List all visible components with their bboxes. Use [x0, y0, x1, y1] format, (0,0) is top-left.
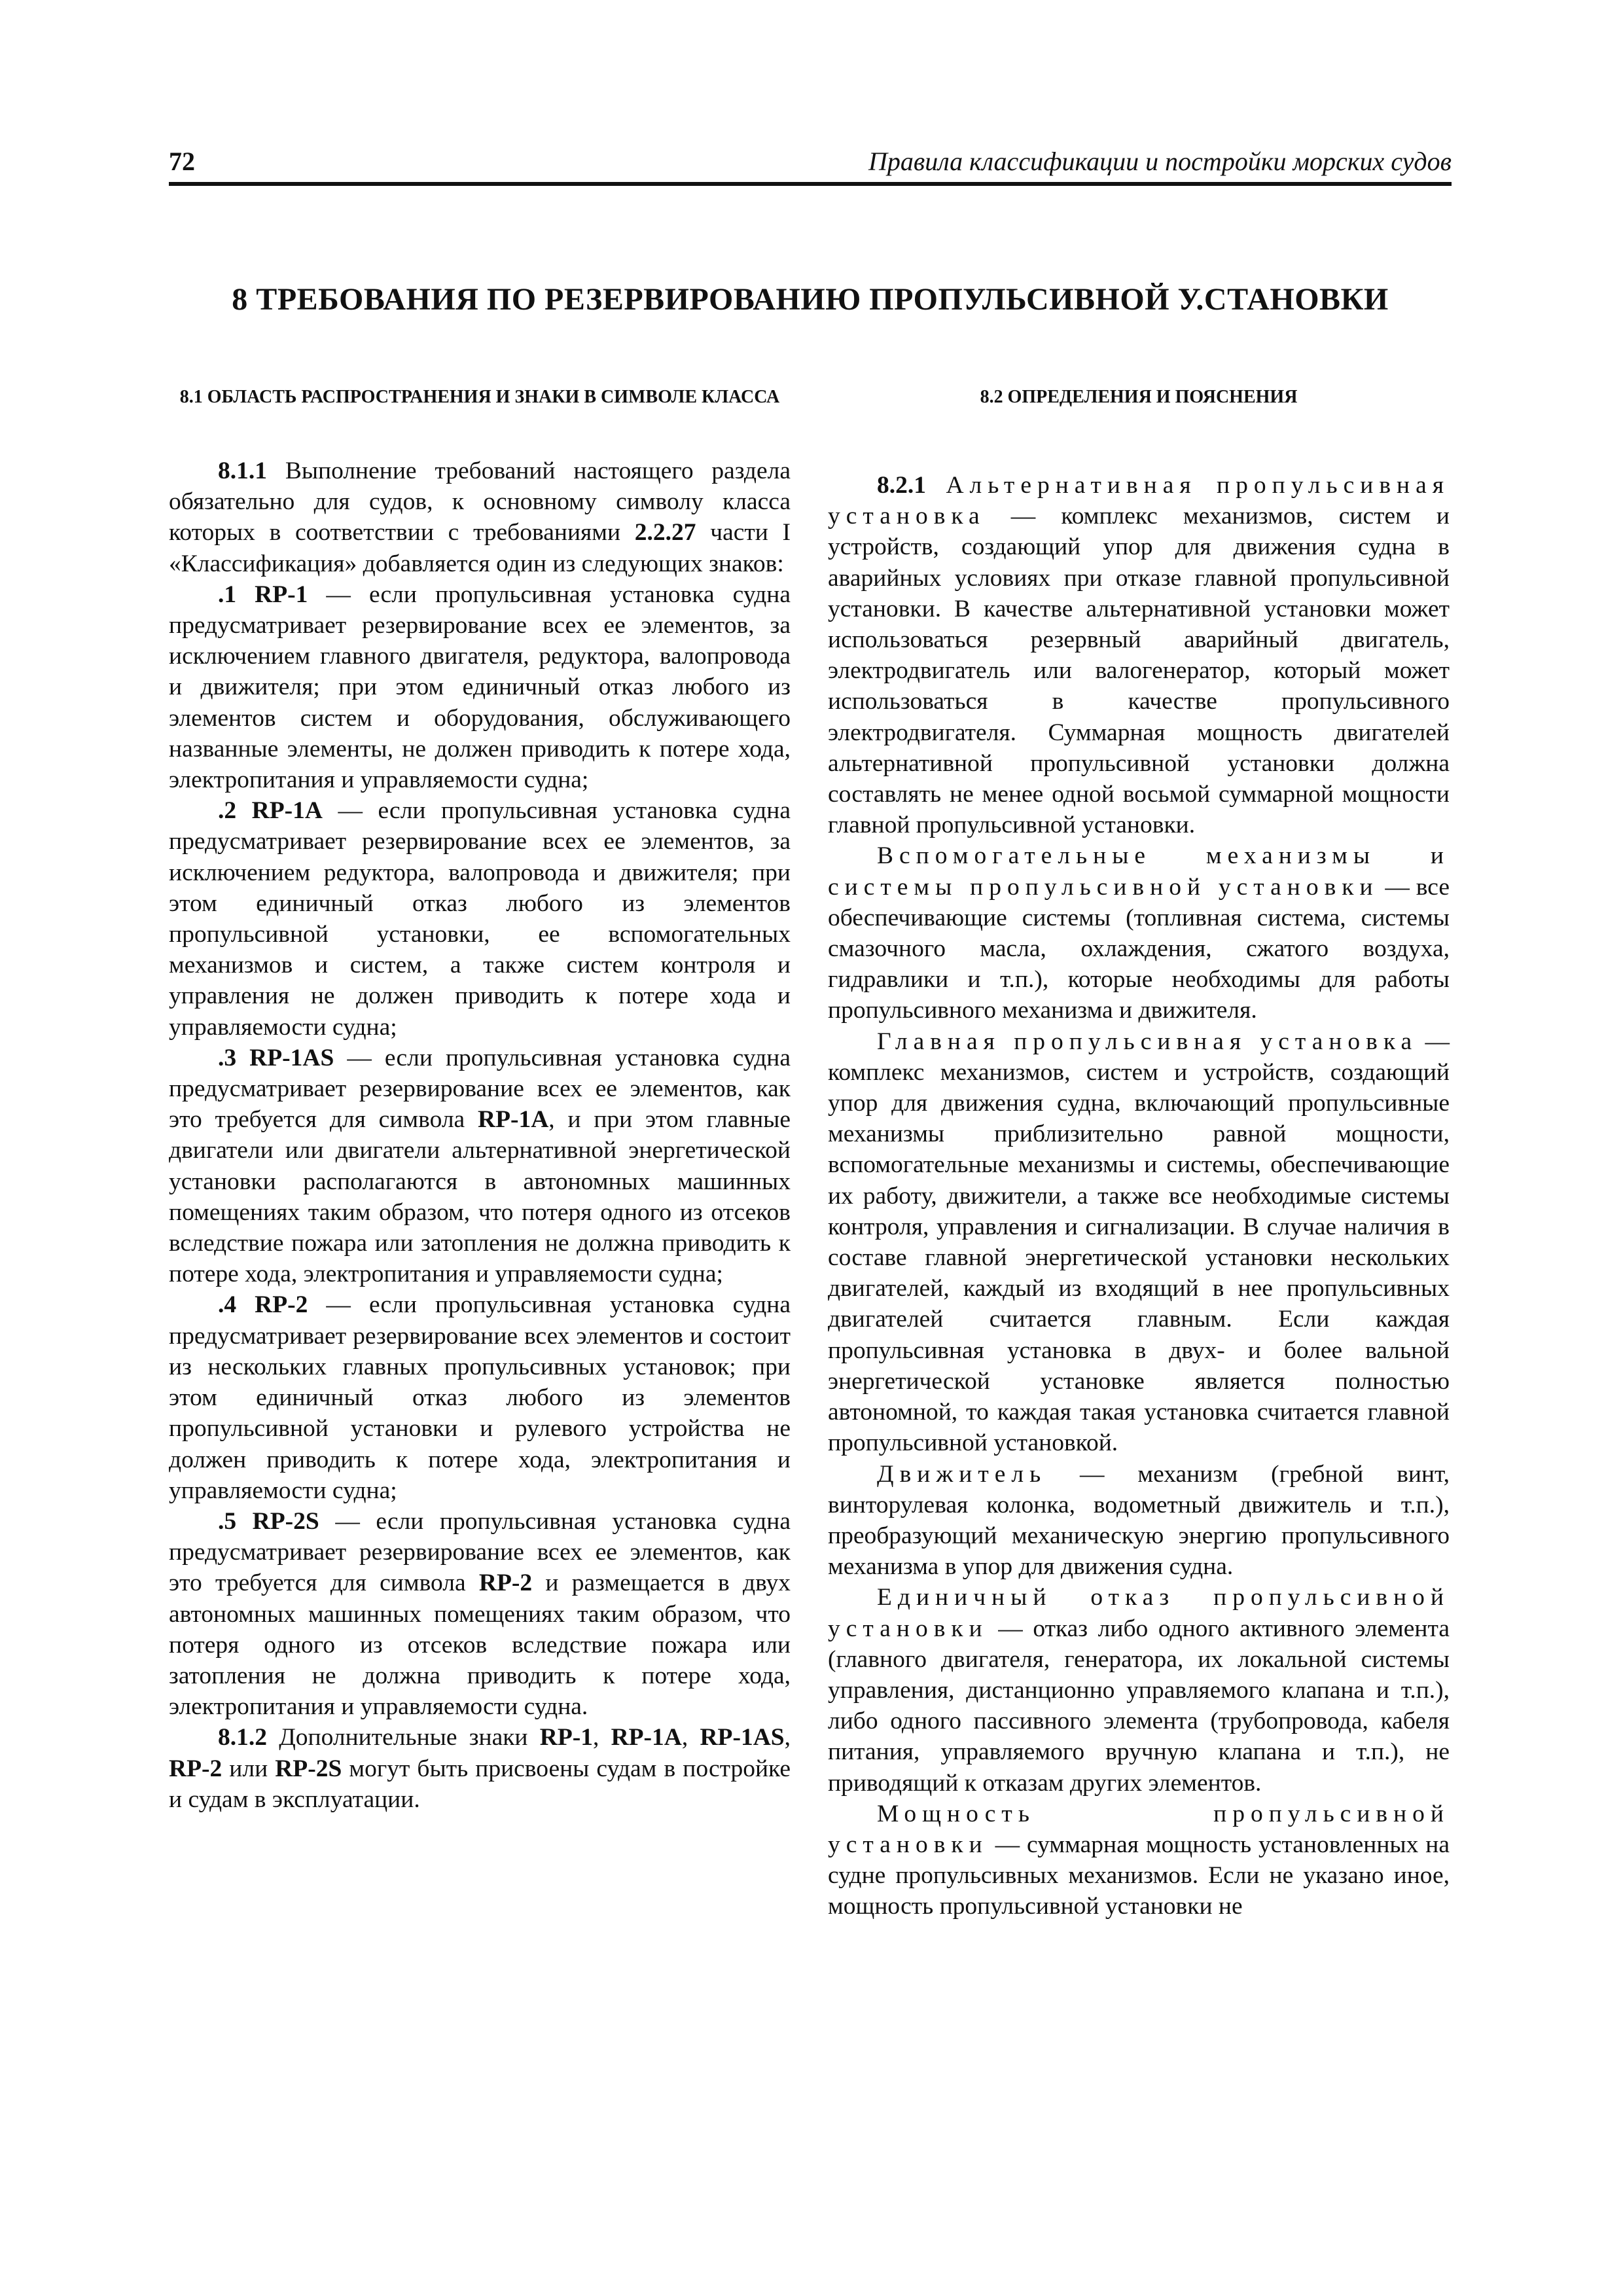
- list-item: .3 RP-1AS — если пропульсивная установка судна предусматривает резервирование всех ее элементов, как это требуется для символа RP-1A, и при этом главные двигатели или двигатели альтернативной энергетической установки располагаются в автономных машинных помещениях таким образом, что потеря одного из отсеков вследствие пожара или затопления не должна приводить к потере хода, электропитания и управляемости судна;: [169, 1044, 791, 1288]
- paragraph-8-1-2: 8.1.2 Дополнительные знаки RP-1, RP-1A, RP-1AS, RP-2 или RP-2S могут быть присвоены судам в постройке и судам в эксплуатации.: [169, 1724, 791, 1813]
- running-title: Правила классификации и постройки морских судов: [868, 147, 1452, 176]
- defined-term: Вспомогательные механизмы и системы пропульсивной установки: [828, 842, 1450, 901]
- item-label: .4 RP-2: [218, 1291, 308, 1319]
- item-label: .3 RP-1AS: [218, 1044, 334, 1071]
- definition-single-failure: Единичный отказ пропульсивной установки — отказ либо одного активного элемента (главного двигателя, генератора, их локальной системы управления, дистанционно управляемого клапана и т.п.), либо одного пассивного элемента (трубопровода, кабеля питания, управляемого вручную клапана и т.п.), не приводящий к отказам других элементов.: [828, 1584, 1450, 1797]
- item-label: .2 RP-1A: [218, 797, 323, 825]
- section-heading-8-2: 8.2 ОПРЕДЕЛЕНИЯ И ПОЯСНЕНИЯ: [980, 387, 1298, 407]
- defined-term: Главная пропульсивная установка: [877, 1028, 1418, 1055]
- cross-reference: 2.2.27: [634, 519, 696, 547]
- definition-propulsion-power: Мощность пропульсивной установки — суммарная мощность установленных на судне пропульсивных механизмов. Если не указано иное, мощность пропульсивной установки не: [828, 1800, 1450, 1920]
- right-column: [828, 386, 1450, 1922]
- definition-propulsor: Движитель — механизм (гребной винт, винторулевая колонка, водометный движитель и т.п.), преобразующий механическую энергию пропульсивного механизма в упор для движения судна.: [828, 1460, 1450, 1581]
- item-label: .1 RP-1: [218, 581, 308, 608]
- section-heading-8-1: 8.1 ОБЛАСТЬ РАСПРОСТРАНЕНИЯ И ЗНАКИ В СИМВОЛЕ КЛАССА: [179, 387, 780, 407]
- paragraph-8-1-1: 8.1.1 Выполнение требований настоящего раздела обязательно для судов, к основному символу класса которых в соответствии с требованиями 2.2.27 части I «Классификация» добавляется один из следующих знаков:: [169, 457, 791, 577]
- definition-auxiliary-machinery: Вспомогательные механизмы и системы пропульсивной установки — все обеспечивающие системы (топливная система, системы смазочного масла, охлаждения, сжатого воздуха, гидравлики и т.п.), которые необходимы для работы пропульсивного механизма и движителя.: [828, 842, 1450, 1024]
- symbol-ref: RP-1A: [477, 1106, 549, 1134]
- list-item: .4 RP-2 — если пропульсивная установка судна предусматривает резервирование всех элементов и состоит из нескольких главных пропульсивных установок; при этом единичный отказ любого из элементов пропульсивной установки и рулевого устройства не должен приводить к потере хода, электропитания и управляемости судна;: [169, 1291, 791, 1504]
- page-header: [169, 143, 1452, 186]
- left-column: [169, 386, 791, 1815]
- clause-number: 8.2.1: [877, 472, 926, 499]
- definition-main-propulsion: Главная пропульсивная установка — комплекс механизмов, систем и устройств, создающий упор для движения судна, включающий пропульсивные механизмы приблизительно равной мощности, вспомогательные механизмы и системы, обеспечивающие их работу, движители, а также все необходимые системы контроля, управления и сигнализации. В случае наличия в составе главной энергетической установки нескольких двигателей, каждый из входящий в нее пропульсивных двигателей считается главным. Если каждая пропульсивная установка в двух- и более вальной энергетической установке является полностью автономной, то каждая такая установка считается главной пропульсивной установкой.: [828, 1028, 1450, 1457]
- definition-alternative-propulsion: 8.2.1 Альтернативная пропульсивная установка — комплекс механизмов, систем и устройств, создающий упор для движения судна в аварийных условиях при отказе главной пропульсивной установки. В качестве альтернативной установки может использоваться резервный аварийный двигатель, электродвигатель или валогенератор, который может использоваться в качестве пропульсивного электродвигателя. Суммарная мощность двигателей альтернативной пропульсивной установки должна составлять не менее одной восьмой суммарной мощности главной пропульсивной установки.: [828, 472, 1450, 839]
- defined-term: Мощность пропульсивной установки: [828, 1800, 1450, 1858]
- list-item: .2 RP-1A — если пропульсивная установка судна предусматривает резервирование всех ее элементов, за исключением редуктора, валопровода и движителя; при этом единичный отказ любого из элементов пропульсивной установки, ее вспомогательных механизмов и систем, а также систем контроля и управления не должен приводить к потере хода и управляемости судна;: [169, 797, 791, 1041]
- page-number: 72: [169, 147, 195, 176]
- list-item: .1 RP-1 — если пропульсивная установка судна предусматривает резервирование всех ее элементов, за исключением главного двигателя, редуктора, валопровода и движителя; при этом единичный отказ любого из элементов систем и оборудования, обслуживающего названные элементы, не должен приводить к потере хода, электропитания и управляемости судна;: [169, 581, 791, 794]
- clause-number: 8.1.2: [218, 1724, 267, 1751]
- defined-term: Альтернативная пропульсивная установка: [828, 472, 1450, 530]
- item-label: .5 RP-2S: [218, 1507, 319, 1535]
- list-item: .5 RP-2S — если пропульсивная установка судна предусматривает резервирование всех ее элементов, как это требуется для символа RP-2 и размещается в двух автономных машинных помещениях таким образом, что потеря одного из отсеков вследствие пожара или затопления не должна приводить к потере хода, электропитания и управляемости судна.: [169, 1507, 791, 1721]
- symbol-ref: RP-2: [478, 1570, 533, 1597]
- clause-number: 8.1.1: [218, 457, 267, 484]
- defined-term: Движитель: [877, 1460, 1047, 1488]
- defined-term: Единичный отказ пропульсивной установки: [828, 1584, 1450, 1642]
- chapter-title: 8 ТРЕБОВАНИЯ ПО РЕЗЕРВИРОВАНИЮ ПРОПУЛЬСИВНОЙ У.СТАНОВКИ: [232, 282, 1389, 317]
